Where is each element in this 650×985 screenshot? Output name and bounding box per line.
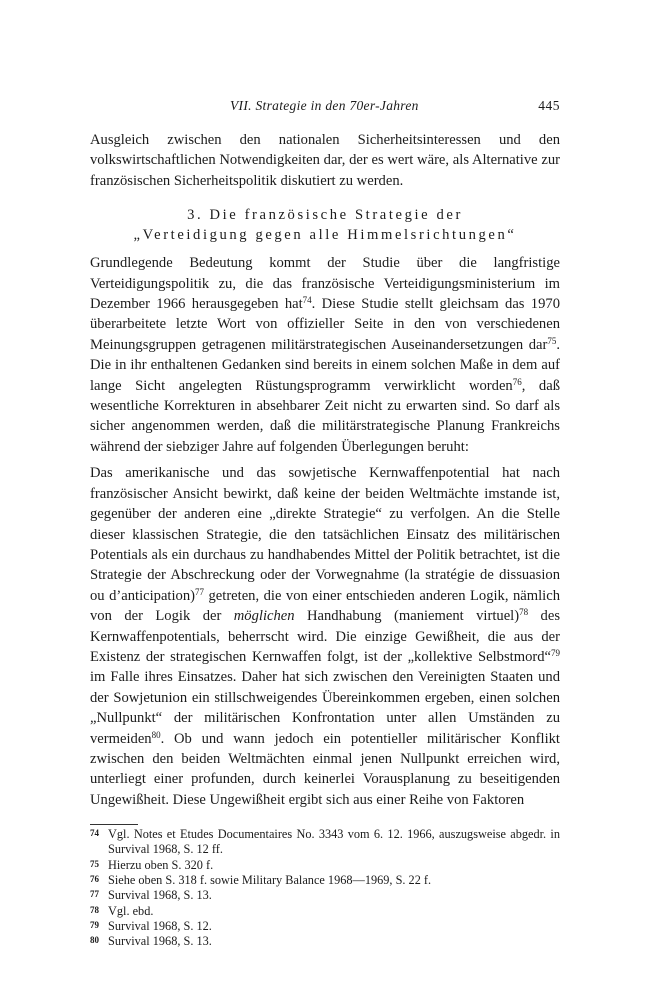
footnote-number: 77 (90, 889, 99, 900)
section-heading (90, 205, 560, 245)
footnote-ref: 75 (547, 335, 557, 346)
footnote-ref: 74 (302, 295, 312, 306)
text-run: , daß wesentliche Korrekturen in absehbarer Zeit nicht zu erwarten sind. So darf als sicher angenommen werden, daß die militärstrategische Planung Frankreichs während der siebziger Jahre auf folgenden Überlegungen beruht: (90, 377, 560, 455)
footnote-list (90, 827, 560, 949)
footnote-ref: 78 (519, 607, 529, 618)
footnote-divider (90, 824, 138, 825)
section-heading-line1: 3. Die französische Strategie der (187, 207, 463, 224)
text-run: Grundlegende Bedeutung kommt der Studie über die langfristige Verteidigungspolitik zu, die das französische Verteidigungsministerium im Dezember 1966 herausgegeben hat (90, 255, 560, 313)
body-paragraph-2 (90, 463, 560, 810)
footnote (90, 919, 560, 934)
footnote-text: Survival 1968, S. 13. (108, 934, 212, 949)
footnote-ref: 76 (512, 376, 522, 387)
intro-paragraph: Ausgleich zwischen den nationalen Sicherheitsinteressen und den volkswirtschaftlichen Notwendigkeiten dar, der es wert wäre, als Alternative zur französischen Sicherheitspolitik diskutiert zu werden. (90, 132, 560, 189)
footnote (90, 858, 560, 873)
footnote-text: Vgl. ebd. (108, 903, 154, 918)
running-head (90, 98, 560, 120)
running-title: VII. Strategie in den 70er-Jahren (230, 98, 419, 113)
text-run: . Die in ihr enthaltenen Gedanken sind bereits in einem solchen Maße in dem auf lange Sicht angelegten Rüstungsprogramm verwirklicht worden (90, 336, 560, 394)
footnote-ref: 80 (151, 729, 161, 740)
text-run: im Falle ihres Einsatzes. Daher hat sich zwischen den Vereinigten Staaten und der Sowjetunion ein stillschweigendes Übereinkommen ergeben, einen solchen „Nullpunkt“ der militärischen Konfrontation unter allen Umständen zu vermeiden (90, 669, 560, 747)
page-number: 445 (538, 98, 560, 113)
footnote-number: 80 (90, 935, 99, 946)
footnote-text: Siehe oben S. 318 f. sowie Military Balance 1968—1969, S. 22 f. (108, 873, 432, 888)
book-page (90, 98, 560, 950)
footnote-number: 76 (90, 874, 99, 885)
footnote-ref: 77 (195, 586, 204, 597)
footnote-ref: 79 (551, 647, 560, 658)
footnote (90, 873, 560, 888)
footnote (90, 934, 560, 949)
footnote (90, 888, 560, 903)
text-run: . Diese Studie stellt gleichsam das 1970 überarbeitete letzte Wort von offizieller Seite in den von verschiedenen Meinungsgruppen getragenen militärstrategischen Auseinandersetzungen dar (90, 296, 560, 353)
footnote (90, 827, 560, 858)
text-run: getreten, die von einer entschieden anderen Logik, nämlich von der Logik der (90, 587, 560, 625)
footnote-text: Survival 1968, S. 12. (108, 918, 212, 933)
footnote-number: 75 (90, 858, 99, 869)
footnote-text: Vgl. Notes et Etudes Documentaires No. 3343 vom 6. 12. 1966, auszugsweise abgedr. in Survival 1968, S. 12 ff. (108, 827, 560, 857)
footnote-number: 74 (90, 828, 99, 839)
italic-run: möglichen (233, 608, 295, 625)
section-heading-line2: „Verteidigung gegen alle Himmelsrichtungen“ (133, 227, 517, 244)
footnote-number: 79 (90, 919, 99, 930)
footnote-number: 78 (90, 904, 99, 915)
text-run: Das amerikanische und das sowjetische Kernwaffenpotential hat nach französischer Ansicht bewirkt, daß keine der beiden Weltmächte imstande ist, gegenüber der anderen eine „direkte Strategie“ zu verfolgen. An die Stelle dieser klassischen Strategie, die den tatsächlichen Einsatz des militärischen Potentials als ein durchaus zu handhabendes Mittel der Politik betrachtet, ist die Strategie der Abschreckung oder der Vorwegnahme (la stratégie de dissuasion ou d’anticipation) (90, 465, 560, 604)
footnote-text: Survival 1968, S. 13. (108, 888, 212, 903)
text-run: des Kernwaffenpotentials, beherrscht wird. Die einzige Gewißheit, die aus der Existenz der strategischen Kernwaffen folgt, ist der „kollektive Selbstmord“ (90, 608, 560, 665)
text-run: . Ob und wann jedoch ein potentieller militärischer Konflikt zwischen den beiden Weltmächten einmal jenen Nullpunkt erreichen wird, unterliegt einer profunden, durch keinerlei Vorausplanung zu beseitigenden Ungewißheit. Diese Ungewißheit ergibt sich aus einer Reihe von Faktoren (90, 730, 560, 808)
footnote-text: Hierzu oben S. 320 f. (108, 857, 214, 872)
body-paragraph-1 (90, 253, 560, 457)
footnote (90, 904, 560, 919)
text-run: Handhabung (maniement virtuel) (294, 608, 520, 625)
